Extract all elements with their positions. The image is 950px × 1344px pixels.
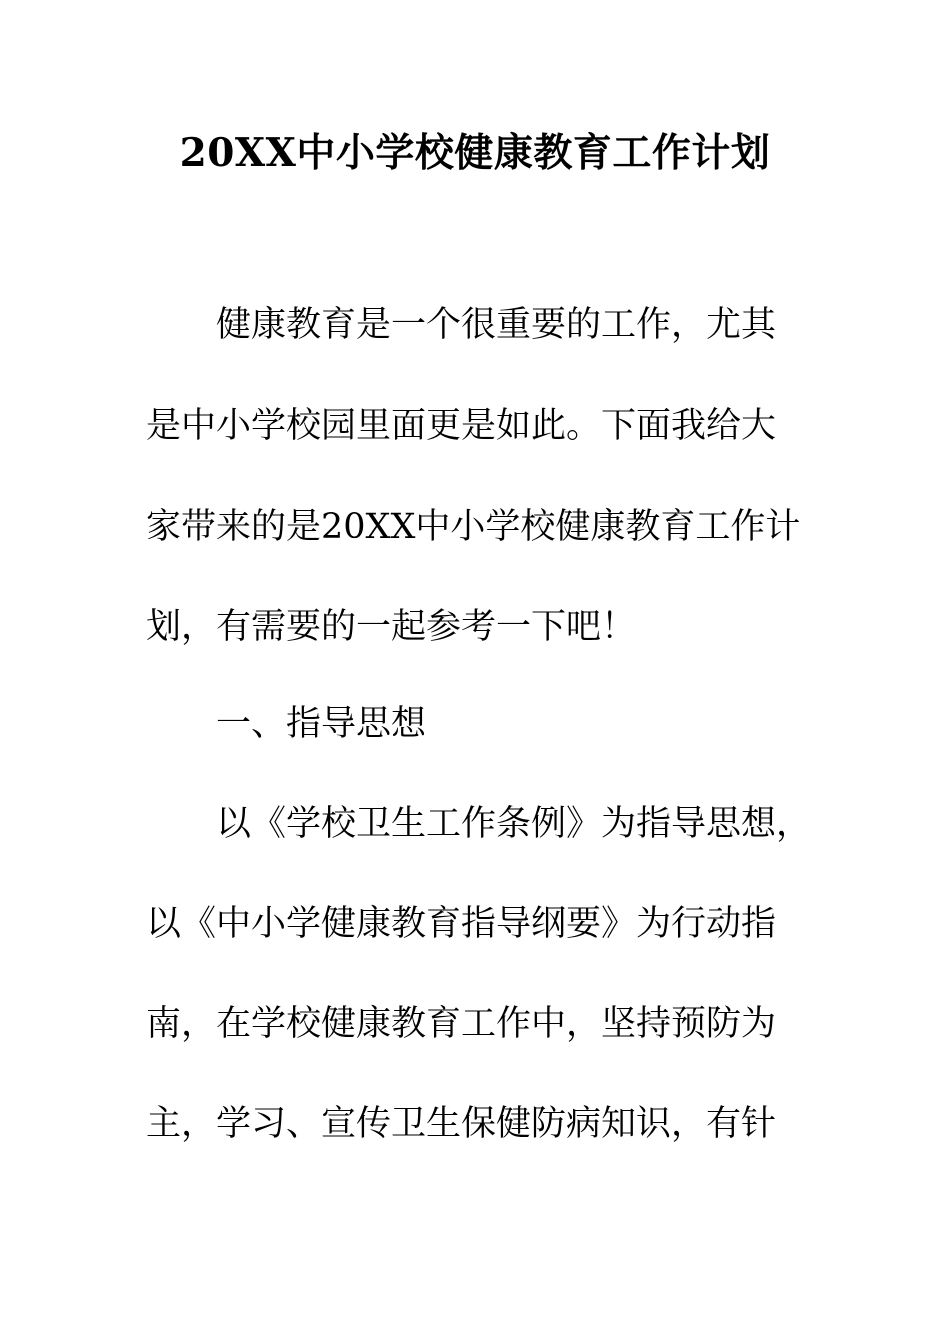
body-line: 主，学习、宣传卫生保健防病知识，有针 [146,1104,777,1144]
body-line: 是中小学校园里面更是如此。下面我给大 [146,406,777,446]
document-title: 20XX中小学校健康教育工作计划 [179,130,771,176]
body-line: 以《中小学健康教育指导纲要》为行动指 [146,904,777,944]
section-heading: 一、指导思想 [216,704,427,744]
body-line: 南，在学校健康教育工作中，坚持预防为 [146,1004,777,1044]
body-line: 家带来的是20XX中小学校健康教育工作计 [146,507,801,547]
body-line: 以《学校卫生工作条例》为指导思想， [216,804,812,844]
body-line: 划，有需要的一起参考一下吧！ [146,607,637,647]
body-line: 健康教育是一个很重要的工作，尤其 [216,305,777,345]
